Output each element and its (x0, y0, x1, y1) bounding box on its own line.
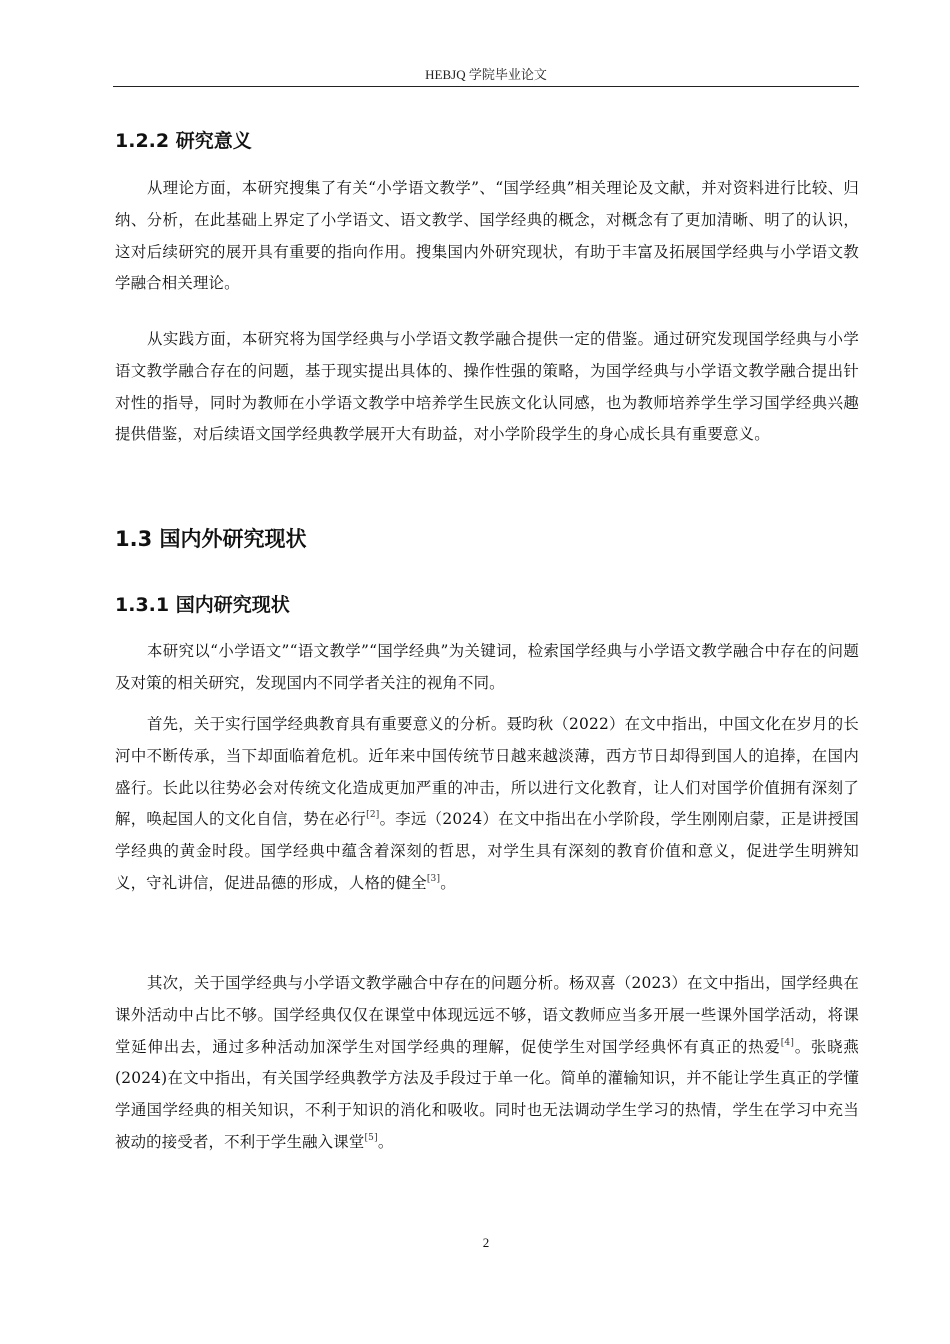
paragraph-significance-text-2: 。李远（2024）在文中指出在小学阶段，学生刚刚启蒙，正是讲授国学经典的黄金时段。国学经典中蕴含着深刻的哲思，对学生具有深刻的教育价值和意义，促进学生明辨知义，守礼讲信，促进品德的形成，人格的健全 (115, 810, 860, 892)
running-header: HEBJQ 学院毕业论文 (425, 67, 547, 82)
paragraph-problems-text-1: 其次，关于国学经典与小学语文教学融合中存在的问题分析。杨双喜（2023）在文中指出，国学经典在课外活动中占比不够。国学经典仅仅在课堂中体现远远不够，语文教师应当多开展一些课外国学活动，将课堂延伸出去，通过多种活动加深学生对国学经典的理解，促使学生对国学经典怀有真正的热爱 (115, 974, 859, 1056)
page-number: 2 (482, 1235, 490, 1250)
citation-ref: [5] (364, 1132, 378, 1143)
paragraph-significance-text-1: 首先，关于实行国学经典教育具有重要意义的分析。聂昀秋（2022）在文中指出，中国文化在岁月的长河中不断传承，当下却面临着危机。近年来中国传统节日越来越淡薄，西方节日却得到国人的追捧，在国内盛行。长此以往势必会对传统文化造成更加严重的冲击，所以进行文化教育，让人们对国学价值拥有深刻了解，唤起国人的文化自信，势在必行 (115, 715, 859, 829)
paragraph-problems-text-3: 。 (377, 1132, 394, 1151)
header-divider (113, 86, 859, 87)
paragraph-practice: 从实践方面，本研究将为国学经典与小学语文教学融合提供一定的借鉴。通过研究发现国学经典与小学语文教学融合存在的问题，基于现实提出具体的、操作性强的策略，为国学经典与小学语文教学融合提出针对性的指导，同时为教师在小学语文教学中培养学生民族文化认同感，也为教师培养学生学习国学经典兴趣提供借鉴，对后续语文国学经典教学展开大有助益，对小学阶段学生的身心成长具有重要意义。 (115, 330, 859, 444)
paragraph-significance-text-3: 。 (440, 873, 456, 892)
citation-ref: [3] (426, 873, 441, 884)
paragraph-keywords: 本研究以“小学语文”“语文教学”“国学经典”为关键词，检索国学经典与小学语文教学融合中存在的问题及对策的相关研究，发现国内不同学者关注的视角不同。 (115, 642, 859, 692)
paragraph-problems (115, 968, 859, 1159)
citation-ref: [4] (780, 1037, 795, 1048)
citation-ref: [2] (366, 810, 380, 821)
paragraph-problems-text-2: 。张晓燕(2024)在文中指出，有关国学经典教学方法及手段过于单一化。简单的灌输知识，并不能让学生真正的学懂学通国学经典的相关知识，不利于知识的消化和吸收。同时也无法调动学生学习的热情，学生在学习中充当被动的接受者，不利于学生融入课堂 (115, 1037, 859, 1151)
section-heading-1-3: 1.3 国内外研究现状 (115, 527, 307, 551)
section-heading-1-2-2: 1.2.2 研究意义 (115, 130, 252, 152)
paragraph-significance (115, 709, 859, 900)
paragraph-theory: 从理论方面，本研究搜集了有关“小学语文教学”、“国学经典”相关理论及文献，并对资料进行比较、归纳、分析，在此基础上界定了小学语文、语文教学、国学经典的概念，对概念有了更加清晰、明了的认识，这对后续研究的展开具有重要的指向作用。搜集国内外研究现状，有助于丰富及拓展国学经典与小学语文教学融合相关理论。 (115, 179, 859, 293)
section-heading-1-3-1: 1.3.1 国内研究现状 (115, 594, 290, 616)
